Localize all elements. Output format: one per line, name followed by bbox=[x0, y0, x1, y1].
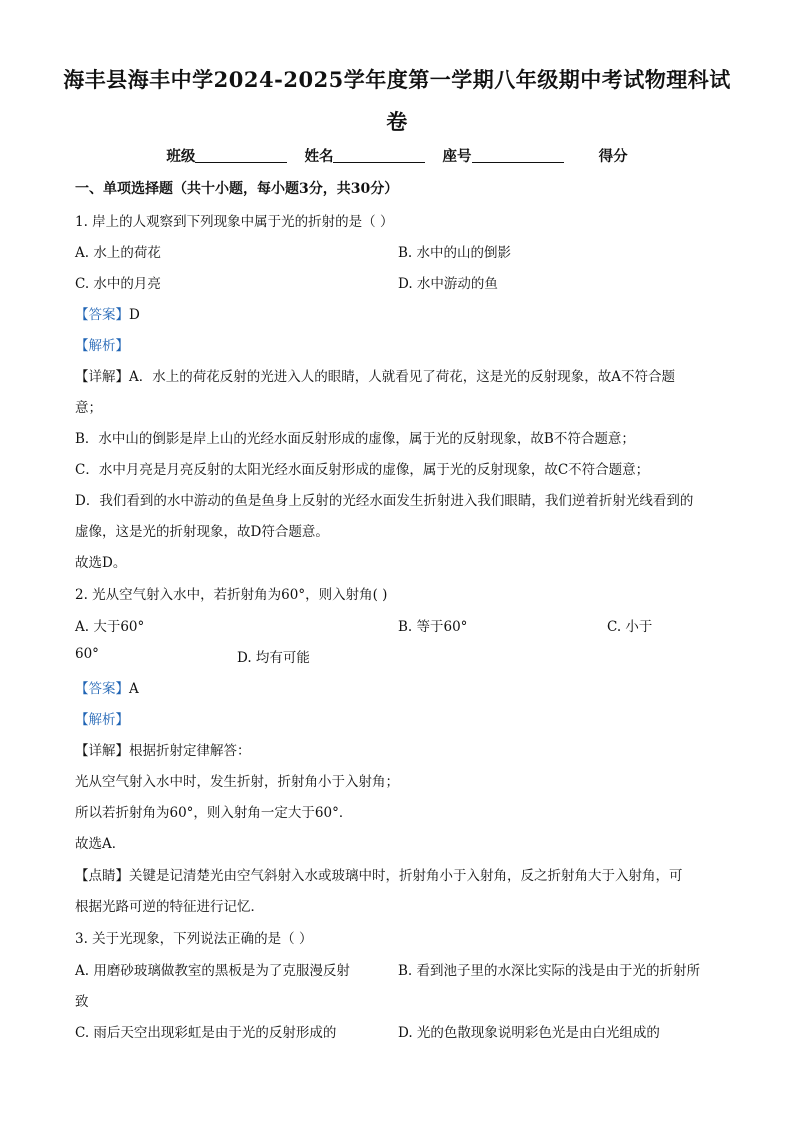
q3-option-b-cont: 致 bbox=[75, 994, 89, 1010]
q1-detail-1-text: A．水上的荷花反射的光进入人的眼睛，人就看见了荷花，这是光的反射现象，故A不符合题 bbox=[129, 369, 675, 385]
q3-option-c: C. 雨后天空出现彩虹是由于光的反射形成的 bbox=[75, 1025, 337, 1041]
q1-stem: 1. 岸上的人观察到下列现象中属于光的折射的是（ ） bbox=[75, 214, 394, 230]
q1-conclusion: 故选D。 bbox=[75, 555, 127, 571]
q2-option-c-cont: 60° bbox=[75, 646, 99, 662]
q3-option-d: D. 光的色散现象说明彩色光是由白光组成的 bbox=[398, 1025, 660, 1041]
q2-answer: A bbox=[129, 681, 139, 697]
q2-stem: 2. 光从空气射入水中，若折射角为60°，则入射角( ) bbox=[75, 587, 388, 603]
q2-tip-1 bbox=[75, 864, 683, 884]
answer-tag: 【答案】 bbox=[75, 307, 129, 323]
q3-option-a: A. 用磨砂玻璃做教室的黑板是为了克服漫反射 bbox=[75, 963, 350, 979]
q1-detail-1b: 意； bbox=[75, 400, 102, 416]
q2-detail-2: 光从空气射入水中时，发生折射，折射角小于入射角； bbox=[75, 774, 399, 790]
detail-tag: 【详解】 bbox=[75, 743, 129, 759]
student-info-row bbox=[0, 145, 794, 166]
q1-detail-4b: 虚像，这是光的折射现象，故D符合题意。 bbox=[75, 524, 329, 540]
q1-answer-line bbox=[75, 303, 140, 323]
q2-tip-2: 根据光路可逆的特征进行记忆． bbox=[75, 899, 264, 915]
q1-option-c: C. 水中的月亮 bbox=[75, 276, 161, 292]
name-blank bbox=[333, 148, 425, 163]
exam-title-line1: 海丰县海丰中学2024-2025学年度第一学期八年级期中考试物理科试 bbox=[63, 67, 731, 92]
seat-label: 座号 bbox=[442, 148, 472, 165]
detail-tag: 【详解】 bbox=[75, 369, 129, 385]
q1-option-d: D. 水中游动的鱼 bbox=[398, 276, 498, 292]
q2-answer-line bbox=[75, 677, 139, 697]
q2-detail-1 bbox=[75, 739, 251, 759]
seat-blank bbox=[472, 148, 564, 163]
q3-stem: 3. 关于光现象，下列说法正确的是（ ） bbox=[75, 931, 313, 947]
q2-detail-1-text: 根据折射定律解答： bbox=[129, 743, 251, 759]
exam-title-line2: 卷 bbox=[386, 109, 408, 134]
q1-detail-1 bbox=[75, 365, 675, 385]
q1-detail-2: B．水中山的倒影是岸上山的光经水面反射形成的虚像，属于光的反射现象，故B不符合题意； bbox=[75, 431, 635, 447]
q2-tip-1-text: 关键是记清楚光由空气斜射入水或玻璃中时，折射角小于入射角，反之折射角大于入射角，可 bbox=[129, 868, 683, 884]
q1-option-a: A. 水上的荷花 bbox=[75, 245, 161, 261]
q1-answer: D bbox=[129, 307, 140, 323]
q2-conclusion: 故选A． bbox=[75, 836, 126, 852]
q1-option-b: B. 水中的山的倒影 bbox=[398, 245, 512, 261]
q1-analysis-tag: 【解析】 bbox=[75, 338, 129, 354]
q2-detail-3: 所以若折射角为60°，则入射角一定大于60°． bbox=[75, 805, 353, 821]
section-heading: 一、单项选择题（共十小题，每小题3分，共30分） bbox=[75, 181, 399, 197]
answer-tag: 【答案】 bbox=[75, 681, 129, 697]
q2-option-b: B. 等于60° bbox=[398, 619, 468, 635]
class-label: 班级 bbox=[166, 148, 196, 165]
q2-option-a: A. 大于60° bbox=[75, 619, 145, 635]
q2-analysis-tag: 【解析】 bbox=[75, 712, 129, 728]
score-label: 得分 bbox=[598, 148, 628, 165]
name-label: 姓名 bbox=[304, 148, 334, 165]
q2-option-c: C. 小于 bbox=[607, 619, 653, 635]
class-blank bbox=[195, 148, 287, 163]
q1-detail-4: D．我们看到的水中游动的鱼是鱼身上反射的光经水面发生折射进入我们眼睛，我们逆着折射光线看到的 bbox=[75, 493, 694, 509]
q3-option-b: B. 看到池子里的水深比实际的浅是由于光的折射所 bbox=[398, 963, 701, 979]
q2-option-d: D. 均有可能 bbox=[237, 650, 310, 666]
q1-detail-3: C．水中月亮是月亮反射的太阳光经水面反射形成的虚像，属于光的反射现象，故C不符合题意； bbox=[75, 462, 650, 478]
tip-tag: 【点睛】 bbox=[75, 868, 129, 884]
